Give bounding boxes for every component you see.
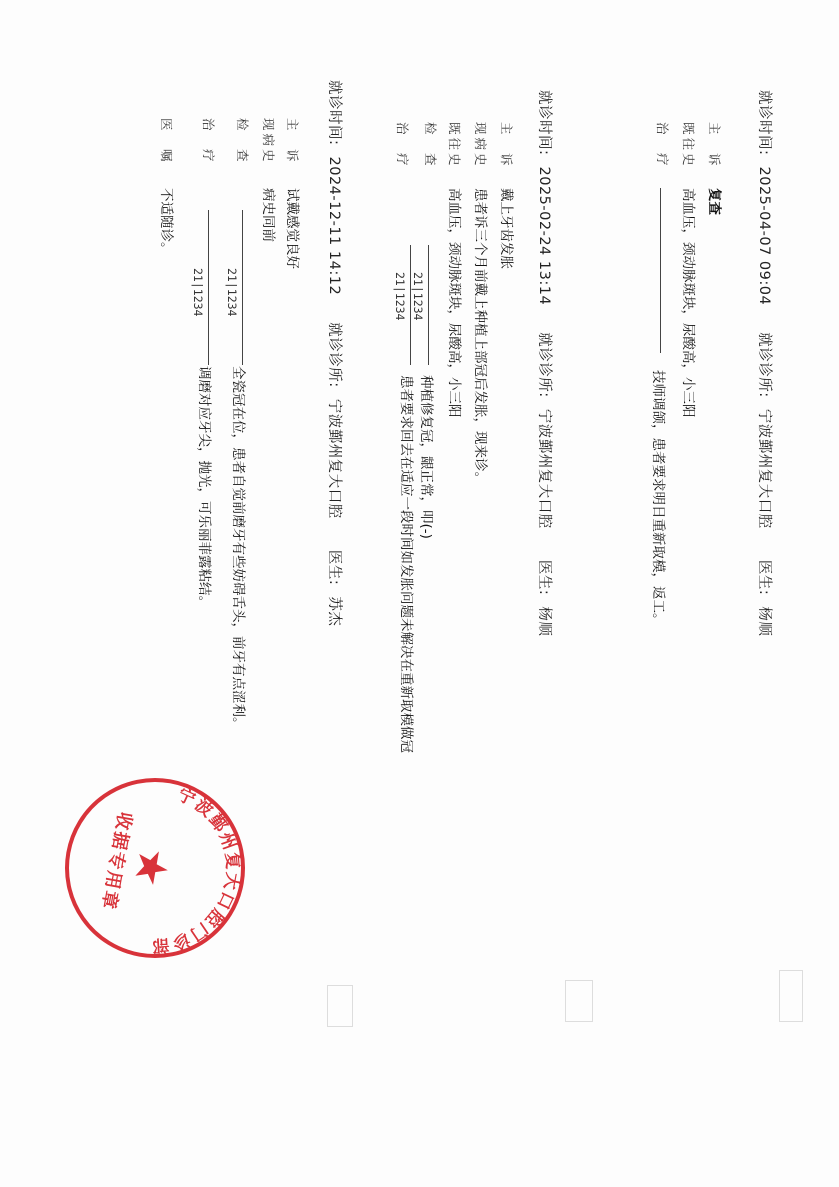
visit-3-label-exam: 检 查 xyxy=(235,118,250,165)
visit-3-doctor-label: 医生: xyxy=(326,549,342,586)
visit-3-exam-tooth: 21|1234 xyxy=(225,268,239,317)
visit-3-complaint: 试戴感觉良好 xyxy=(284,188,300,269)
visit-2-exam-tooth: 21|1234 xyxy=(411,272,425,321)
visit-2-label-treatment: 治 疗 xyxy=(395,122,410,169)
faint-box xyxy=(327,985,353,1027)
visit-1-label-treatment: 治 疗 xyxy=(655,122,670,169)
visit-2-label-complaint: 主 诉 xyxy=(499,122,514,169)
visit-2-complaint: 戴上牙齿发胀 xyxy=(498,188,514,269)
visit-2-exam: 种植修复冠，龈正常，叩(-) xyxy=(418,375,434,539)
visit-3-label-present: 现病史 xyxy=(261,118,276,165)
visit-2-clinic: 宁波鄞州复大口腔 xyxy=(536,408,552,529)
visit-1-clinic: 宁波鄞州复大口腔 xyxy=(756,408,772,529)
visit-1-tooth-divider xyxy=(660,188,661,353)
visit-1-time-label: 就诊时间: xyxy=(756,90,772,156)
visit-3-time: 2024-12-11 14:12 xyxy=(326,156,342,296)
visit-2-time-label: 就诊时间: xyxy=(536,90,552,156)
visit-2-doctor-label: 医生: xyxy=(536,559,552,596)
seal-top-textpath: 宁波鄞州复大口腔门诊部 xyxy=(149,784,243,956)
visit-2-history: 高血压，颈动脉斑块，尿酸高，小三阳 xyxy=(446,188,462,418)
visit-3-clinic: 宁波鄞州复大口腔 xyxy=(326,398,342,519)
visit-3-clinic-label: 就诊诊所: xyxy=(326,322,342,388)
seal-bottom-text: 收据专用章 xyxy=(97,810,136,913)
visit-3-label-advice: 医 嘱 xyxy=(159,118,174,165)
clinic-seal-stamp xyxy=(60,773,250,963)
visit-1-complaint: 复查 xyxy=(706,188,722,215)
visit-1-treatment: 技师调颌，患者要求明日重新取模，返工。 xyxy=(650,370,666,627)
seal-top-text xyxy=(146,783,250,963)
faint-box xyxy=(779,970,803,1022)
visit-1-label-complaint: 主 诉 xyxy=(707,122,722,169)
visit-1-history: 高血压，颈动脉斑块，尿酸高，小三阳 xyxy=(680,188,696,418)
visit-2-label-exam: 检 查 xyxy=(423,122,438,169)
visit-3-treat-divider xyxy=(208,210,209,365)
visit-2-present: 患者诉三个月前戴上种植上部冠后发胀，现来诊。 xyxy=(472,188,488,485)
visit-2-doctor: 杨顺 xyxy=(536,606,552,637)
visit-2-label-history: 既往史 xyxy=(447,122,462,169)
visit-2-clinic-label: 就诊诊所: xyxy=(536,332,552,398)
visit-3-label-treatment: 治 疗 xyxy=(201,118,216,165)
visit-1-header xyxy=(755,90,773,636)
visit-3-label-complaint: 主 诉 xyxy=(285,118,300,165)
visit-3-present: 病史同前 xyxy=(260,188,276,242)
visit-2-time: 2025-02-24 13:14 xyxy=(536,166,552,306)
visit-3-exam-divider xyxy=(242,210,243,365)
visit-1-label-history: 既往史 xyxy=(681,122,696,169)
visit-2-treat-divider xyxy=(410,245,411,365)
visit-3-treat-tooth: 21|1234 xyxy=(191,268,205,317)
seal-star-icon xyxy=(134,848,170,887)
visit-1-doctor-label: 医生: xyxy=(756,559,772,596)
faint-box xyxy=(565,980,593,1022)
visit-2-label-present: 现病史 xyxy=(473,122,488,169)
visit-2-treat-tooth: 21|1234 xyxy=(393,272,407,321)
visit-2-treatment: 患者要求回去在适应一段时间如发胀问题未解决在重新取模做冠 xyxy=(398,375,414,753)
visit-3-doctor: 苏杰 xyxy=(326,596,342,627)
visit-1-doctor: 杨顺 xyxy=(756,606,772,637)
visit-3-treatment: 调磨对应牙尖，抛光，可乐丽菲露粘结。 xyxy=(196,366,212,609)
visit-3-time-label: 就诊时间: xyxy=(326,80,342,146)
visit-2-header xyxy=(535,90,553,636)
visit-2-exam-divider xyxy=(428,245,429,365)
visit-3-exam: 全瓷冠在位，患者自觉前磨牙有些妨碍舌头，前牙有点涩利。 xyxy=(230,366,246,731)
visit-3-header xyxy=(325,80,343,626)
visit-3-advice: 不适随诊。 xyxy=(158,188,174,256)
visit-1-clinic-label: 就诊诊所: xyxy=(756,332,772,398)
visit-1-time: 2025-04-07 09:04 xyxy=(756,166,772,306)
